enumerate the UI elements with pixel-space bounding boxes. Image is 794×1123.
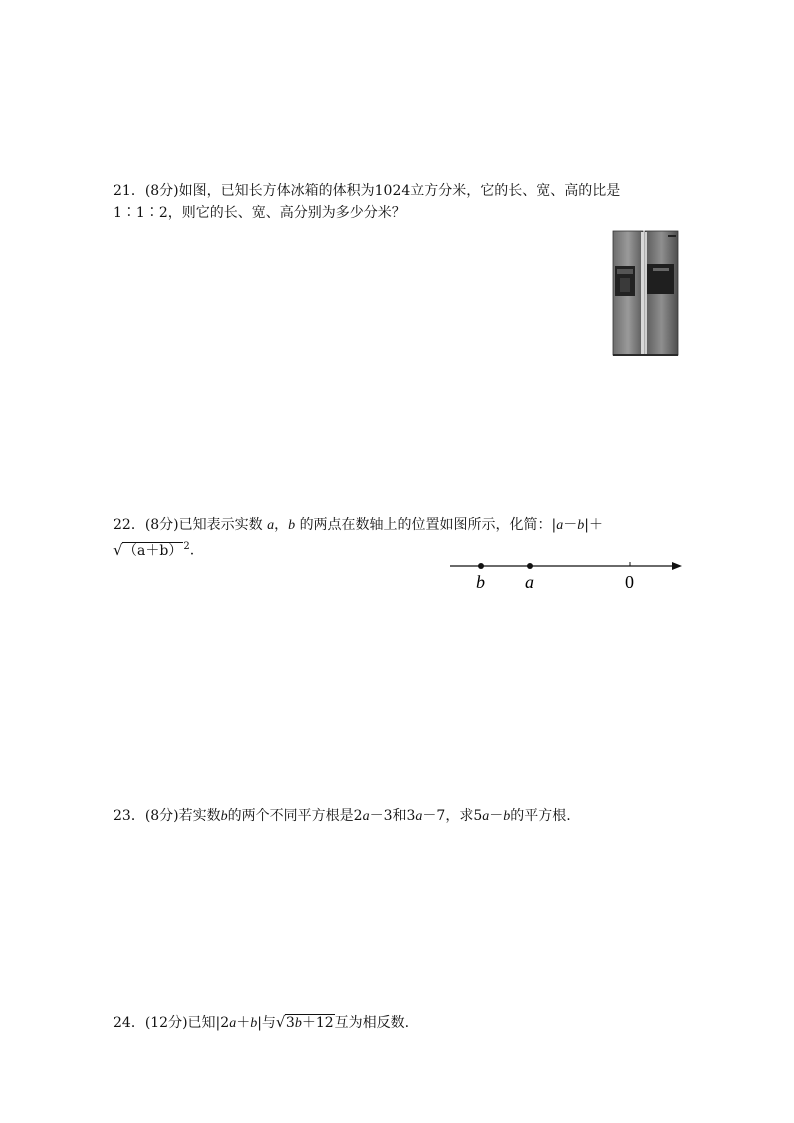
q22-end: . <box>189 542 195 559</box>
label-a: a <box>525 572 534 592</box>
q24-line <box>113 1013 409 1034</box>
q21-line2: 1∶1∶2，则它的长、宽、高分别为多少分米？ <box>113 205 406 221</box>
plus-sign: |＋ <box>584 517 603 533</box>
q23-lead: 23．(8分)若实数 <box>113 808 221 824</box>
refrigerator-image <box>612 230 679 357</box>
q23-var-a3: a <box>482 809 490 824</box>
q23-t1: 的两个不同平方根是2 <box>227 808 363 824</box>
q22-comma: ， <box>274 517 289 533</box>
q23-t4: － <box>489 808 504 824</box>
minus-sign: － <box>563 517 578 533</box>
q24-rad1: 3 <box>285 1015 295 1031</box>
q23-var-a2: a <box>415 809 423 824</box>
radical-icon: √ <box>275 1013 286 1031</box>
q23-var-a1: a <box>362 809 370 824</box>
q23-t5: 的平方根. <box>510 808 571 824</box>
q24-rad2: ＋12 <box>301 1015 334 1031</box>
q24-var-b: b <box>250 1016 258 1031</box>
q23-t3: －7，求5 <box>422 808 483 824</box>
q23-t2: －3和3 <box>369 808 416 824</box>
q24-sqrt <box>276 1013 335 1034</box>
q22-line1 <box>113 515 603 536</box>
abs-var-a: a <box>556 518 564 533</box>
q23-var-b: b <box>220 809 228 824</box>
point-a <box>527 563 533 569</box>
q24-var-a: a <box>229 1016 237 1031</box>
q24-t3: 互为相反数. <box>334 1015 410 1031</box>
q24-t2: |与 <box>257 1015 276 1031</box>
var-b: b <box>288 518 296 533</box>
q22-text2: 的两点在数轴上的位置如图所示，化简：| <box>299 517 557 533</box>
var-a: a <box>267 518 275 533</box>
label-zero: 0 <box>625 572 634 592</box>
q24-lead: 24．(12分)已知|2 <box>113 1015 230 1031</box>
q23-line <box>113 806 571 827</box>
exponent: 2 <box>183 541 190 552</box>
q24-t1: ＋ <box>236 1015 251 1031</box>
q23-var-b2: b <box>503 809 511 824</box>
q22-line2 <box>113 537 194 561</box>
number-line-arrow-icon <box>672 562 682 570</box>
abs-var-b: b <box>577 518 585 533</box>
sqrt-expression <box>113 541 183 561</box>
q24-var-b2: b <box>294 1016 302 1031</box>
q21-line1: 21．(8分)如图，已知长方体冰箱的体积为1024立方分米，它的长、宽、高的比是 <box>113 183 621 199</box>
radical-icon: √ <box>113 540 123 559</box>
q24-sqrt-body <box>285 1014 335 1031</box>
point-b <box>478 563 484 569</box>
sqrt-content: （a＋b） <box>123 542 183 559</box>
q22-lead: 22．(8分)已知表示实数 <box>113 517 263 533</box>
number-line <box>450 553 686 595</box>
label-b: b <box>476 572 485 592</box>
